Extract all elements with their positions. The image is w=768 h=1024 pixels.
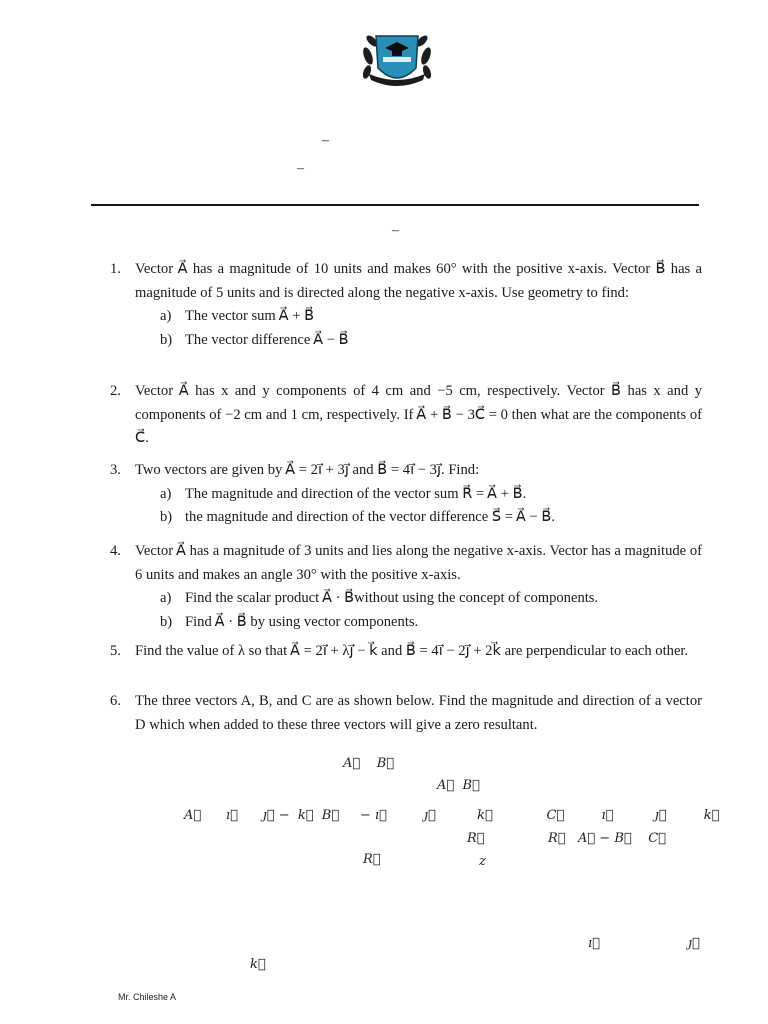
question-part — [135, 305, 702, 329]
header-dash: – — [322, 133, 329, 148]
equation-fragment: R⃗ — [467, 831, 485, 846]
question-number: 1. — [110, 261, 121, 277]
question-number: 4. — [110, 543, 121, 559]
part-label: b) — [160, 331, 173, 348]
header-dash: – — [297, 161, 304, 176]
equation-fragment: k⃗ — [250, 957, 266, 972]
header-dash: – — [392, 223, 399, 238]
header-divider — [91, 204, 699, 206]
question-1 — [110, 258, 702, 352]
question-text: Vector A⃗ has x and y components of 4 cm and −5 cm, respectively. Vector B⃗ has x and y components of −2 cm and 1 cm, respectively. If A⃗ + B⃗ − 3C⃗ = 0 then what are the components of C⃗. — [135, 383, 702, 446]
question-number: 5. — [110, 643, 121, 659]
part-text: the magnitude and direction of the vector difference S⃗ = A⃗ − B⃗. — [185, 509, 556, 525]
question-number: 6. — [110, 693, 121, 709]
author-footer: Mr. Chileshe A — [118, 992, 177, 1002]
part-text: The vector sum A⃗ + B⃗ — [185, 308, 315, 324]
part-label: a) — [160, 485, 172, 502]
part-label: b) — [160, 613, 173, 630]
question-4 — [110, 540, 702, 634]
school-crest-logo — [359, 26, 435, 94]
question-text: Two vectors are given by A⃗ = 2ı⃗ + 3ȷ⃗ and B⃗ = 4ı⃗ − 3ȷ⃗. Find: — [135, 462, 480, 478]
question-text: Find the value of λ so that A⃗ = 2ı⃗ + λȷ⃗ − k⃗ and B⃗ = 4ı⃗ − 2ȷ⃗ + 2k⃗ are perpendicular to each other. — [135, 643, 689, 659]
equation-fragment: A⃗ ı⃗ ȷ⃗ − k⃗ B⃗ − ı⃗ ȷ⃗ k⃗ C⃗ ı⃗ ȷ⃗ k⃗ — [184, 808, 720, 823]
question-text: Vector A⃗ has a magnitude of 3 units and lies along the negative x-axis. Vector has a magnitude of 6 units and makes an angle 30° with the positive x-axis. — [135, 543, 702, 583]
question-5 — [110, 640, 702, 664]
question-text: The three vectors A, B, and C are as shown below. Find the magnitude and direction of a vector D which when added to these three vectors will give a zero resultant. — [135, 693, 702, 733]
part-label: a) — [160, 308, 172, 324]
part-label: b) — [160, 509, 173, 525]
question-number: 3. — [110, 462, 121, 478]
equation-fragment: z — [479, 854, 486, 869]
question-part — [135, 587, 702, 611]
part-text: The magnitude and direction of the vector sum R⃗ = A⃗ + B⃗. — [185, 485, 527, 502]
equation-fragment: R⃗ A⃗ − B⃗ C⃗ — [548, 831, 666, 846]
question-text: Vector A⃗ has a magnitude of 10 units and makes 60° with the positive x-axis. Vector B⃗ has a magnitude of 5 units and is directed along the negative x-axis. Use geometry to find: — [135, 261, 702, 301]
question-2 — [110, 380, 702, 451]
part-text: The vector difference A⃗ − B⃗ — [185, 331, 349, 348]
equation-fragment: A⃗ B⃗ — [437, 778, 480, 793]
equation-fragment: R⃗ — [363, 852, 381, 867]
equation-fragment: A⃗ B⃗ — [343, 756, 395, 771]
part-text: Find A⃗ · B⃗ by using vector components. — [185, 613, 419, 630]
part-text: Find the scalar product A⃗ · B⃗without using the concept of components. — [185, 590, 599, 606]
question-6 — [110, 690, 702, 737]
part-label: a) — [160, 590, 172, 606]
question-number: 2. — [110, 383, 121, 399]
question-part — [135, 329, 702, 353]
question-part — [135, 611, 702, 635]
equation-fragment: ı⃗ — [588, 936, 600, 951]
question-part — [135, 483, 702, 507]
equation-fragment: ȷ⃗ — [688, 936, 700, 951]
question-part — [135, 506, 702, 530]
question-3 — [110, 459, 702, 530]
